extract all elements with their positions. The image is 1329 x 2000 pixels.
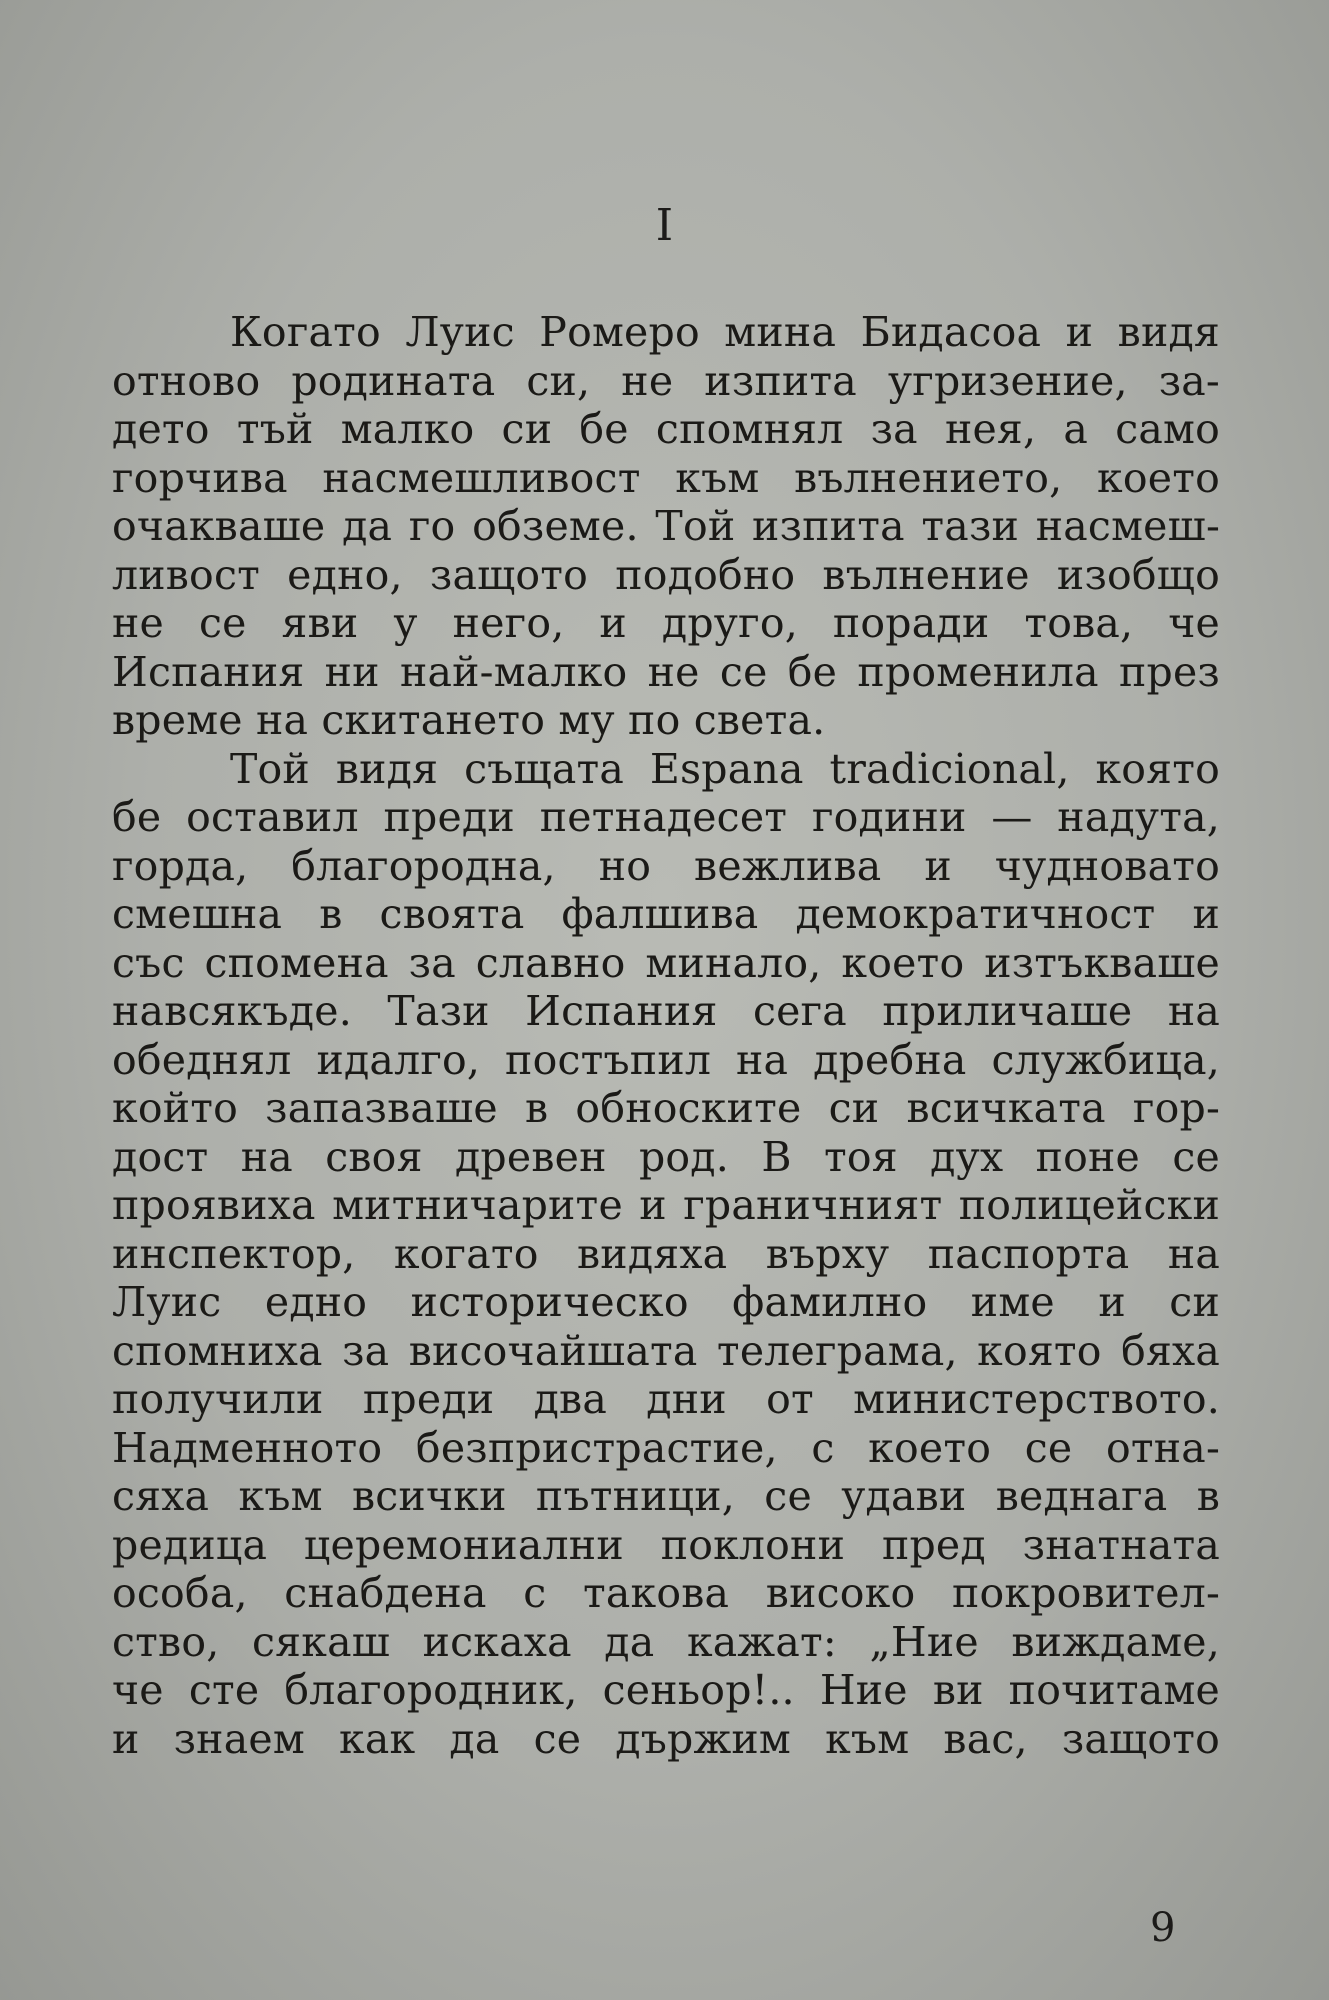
text-line: Той видя същата Espana tradicional, която — [230, 744, 1220, 793]
text-line: редица церемониални поклони пред знатната — [112, 1520, 1220, 1569]
text-line: навсякъде. Тази Испания сега приличаше на — [112, 987, 1220, 1035]
text-line: бе оставил преди петнадесет години — надута, — [112, 793, 1220, 841]
text-line: отново родината си, не изпита угризение, за- — [112, 356, 1220, 405]
text-line: проявиха митничарите и граничният полицейски — [112, 1181, 1220, 1229]
text-line: особа, снабдена с такова високо покровител- — [112, 1569, 1220, 1617]
text-line: сяха към всички пътници, се удави веднага в — [112, 1472, 1220, 1520]
text-line: инспектор, когато видяха върху паспорта на — [112, 1229, 1220, 1278]
text-line: горчива насмешливост към вълнението, което — [112, 453, 1220, 502]
text-line: със спомена за славно минало, което изтъкваше — [112, 938, 1220, 987]
text-line: Испания ни най-малко не се бе променила през — [112, 647, 1220, 696]
body-text — [112, 308, 1220, 1763]
paragraph-1 — [112, 308, 1220, 745]
text-line: който запазваше в обноските си всичката гор- — [112, 1084, 1220, 1132]
text-line: смешна в своята фалшива демократичност и — [112, 890, 1220, 938]
page-number: 9 — [1150, 1905, 1176, 1951]
text-line: дост на своя древен род. В тоя дух поне се — [112, 1132, 1220, 1181]
text-line: Луис едно историческо фамилно име и си — [112, 1278, 1220, 1326]
text-line: спомниха за височайшата телеграма, която бяха — [112, 1326, 1220, 1375]
text-line: Когато Луис Ромеро мина Бидасоа и видя — [230, 308, 1220, 356]
paragraph-2 — [112, 745, 1220, 1764]
text-line: получили преди два дни от министерството. — [112, 1375, 1220, 1423]
text-line: дето тъй малко си бе спомнял за нея, а само — [112, 405, 1220, 453]
text-line: че сте благородник, сеньор!.. Ние ви почитаме — [112, 1666, 1220, 1714]
text-line: време на скитането му по света. — [112, 696, 826, 744]
text-line: обеднял идалго, постъпил на дребна службица, — [112, 1035, 1220, 1084]
text-line: ливост едно, защото подобно вълнение изобщо — [112, 550, 1220, 599]
chapter-number: I — [655, 200, 674, 251]
text-line: и знаем как да се държим към вас, защото — [112, 1714, 1220, 1763]
text-line: очакваше да го обземе. Той изпита тази насмеш- — [112, 502, 1220, 550]
text-line: ство, сякаш искаха да кажат: „Ние виждаме, — [112, 1617, 1220, 1666]
text-line: не се яви у него, и друго, поради това, че — [112, 599, 1220, 647]
text-line: Надменното безпристрастие, с което се отна- — [112, 1423, 1220, 1472]
text-line: горда, благородна, но вежлива и чудновато — [112, 841, 1220, 890]
